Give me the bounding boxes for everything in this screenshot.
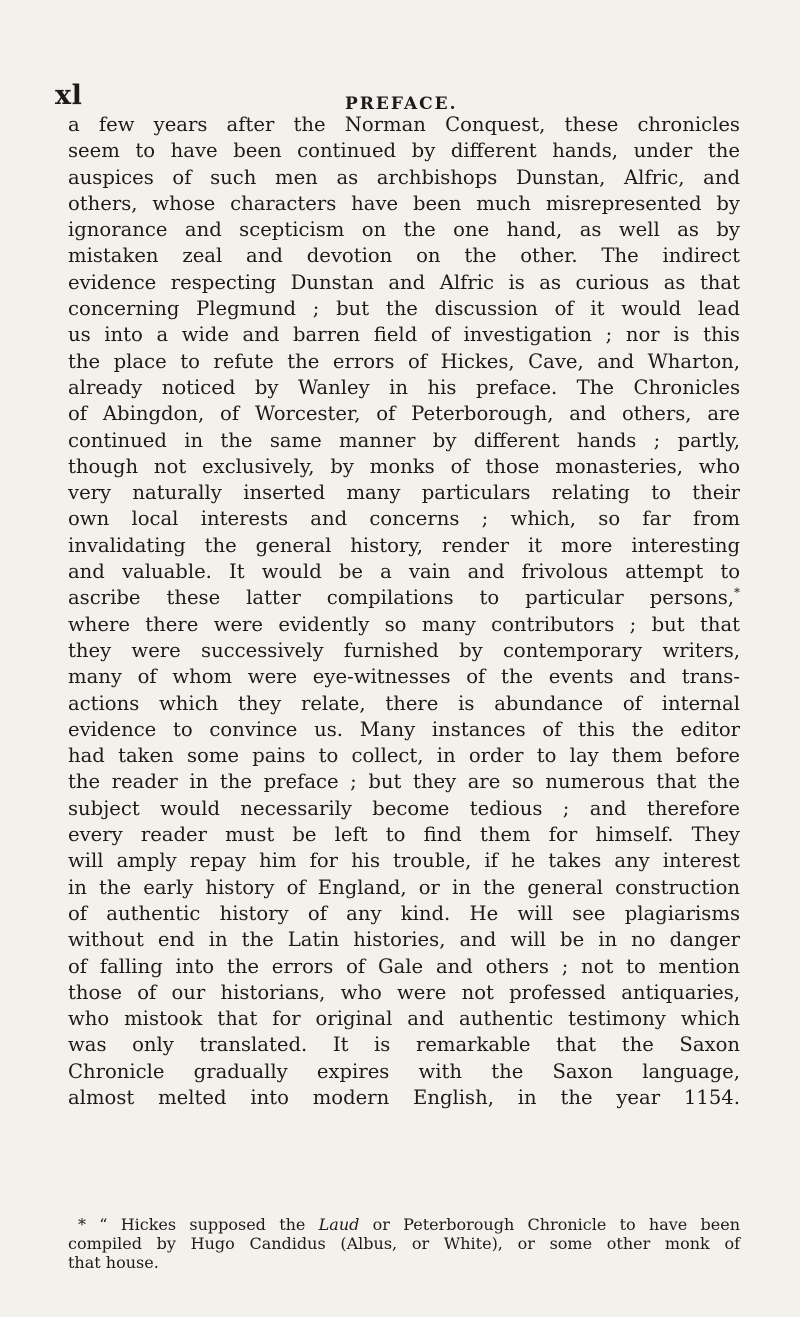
body-line: every reader must be left to find them for himself. They	[68, 823, 740, 847]
body-line: almost melted into modern English, in the year 1154.	[68, 1085, 740, 1109]
body-line: invalidating the general history, render it more interesting	[68, 533, 740, 557]
body-line: of falling into the errors of Gale and others ; not to mention	[68, 954, 740, 978]
body-text	[68, 112, 740, 1111]
footnote-line: compiled by Hugo Candidus (Albus, or White), or some other monk of	[68, 1234, 740, 1253]
body-line: us into a wide and barren field of investigation ; nor is this	[68, 323, 740, 347]
body-line: continued in the same manner by different hands ; partly,	[68, 428, 740, 452]
body-line: they were successively furnished by contemporary writers,	[68, 638, 740, 662]
body-line-with-footnote-ref	[68, 585, 740, 611]
body-line: those of our historians, who were not professed antiquaries,	[68, 980, 740, 1004]
body-line: evidence respecting Dunstan and Alfric is as curious as that	[68, 270, 740, 294]
body-line: concerning Plegmund ; but the discussion of it would lead	[68, 297, 740, 321]
footnote-reference: *	[734, 585, 740, 600]
body-line: auspices of such men as archbishops Dunstan, Alfric, and	[68, 165, 740, 189]
body-line: the place to refute the errors of Hickes, Cave, and Wharton,	[68, 349, 740, 373]
body-line: without end in the Latin histories, and will be in no danger	[68, 928, 740, 952]
body-line: will amply repay him for his trouble, if he takes any interest	[68, 849, 740, 873]
body-line: where there were evidently so many contributors ; but that	[68, 612, 740, 636]
body-line: the reader in the preface ; but they are so numerous that the	[68, 770, 740, 794]
body-line: though not exclusively, by monks of those monasteries, who	[68, 454, 740, 478]
body-line: of Abingdon, of Worcester, of Peterborough, and others, are	[68, 402, 740, 426]
body-line: and valuable. It would be a vain and frivolous attempt to	[68, 560, 740, 584]
running-head	[0, 60, 800, 114]
body-line: mistaken zeal and devotion on the other. The indirect	[68, 244, 740, 268]
body-line: subject would necessarily become tedious ; and therefore	[68, 796, 740, 820]
body-line: who mistook that for original and authentic testimony which	[68, 1007, 740, 1031]
body-line: others, whose characters have been much misrepresented by	[68, 191, 740, 215]
running-title: PREFACE.	[345, 94, 458, 114]
body-line-text: ascribe these latter compilations to particular persons,	[68, 586, 734, 610]
body-line: was only translated. It is remarkable that the Saxon	[68, 1033, 740, 1057]
footnote-line: that house.	[68, 1253, 159, 1272]
body-line: ignorance and scepticism on the one hand, as well as by	[68, 218, 740, 242]
body-line: already noticed by Wanley in his preface. The Chronicles	[68, 375, 740, 399]
body-line: in the early history of England, or in the general construction	[68, 875, 740, 899]
body-line: actions which they relate, there is abundance of internal	[68, 691, 740, 715]
footnote	[68, 1215, 740, 1272]
body-line: of authentic history of any kind. He will see plagiarisms	[68, 901, 740, 925]
page-number: xl	[55, 80, 83, 111]
body-line: seem to have been continued by different hands, under the	[68, 139, 740, 163]
body-line: Chronicle gradually expires with the Saxon language,	[68, 1059, 740, 1083]
footnote-line: * “ Hickes supposed the Laud or Peterborough Chronicle to have been	[78, 1215, 740, 1234]
body-line: had taken some pains to collect, in order to lay them before	[68, 744, 740, 768]
body-line: very naturally inserted many particulars relating to their	[68, 481, 740, 505]
body-line: evidence to convince us. Many instances of this the editor	[68, 717, 740, 741]
body-line: own local interests and concerns ; which, so far from	[68, 507, 740, 531]
body-line: a few years after the Norman Conquest, these chronicles	[68, 113, 740, 136]
body-line: many of whom were eye-witnesses of the events and trans-	[68, 665, 740, 689]
